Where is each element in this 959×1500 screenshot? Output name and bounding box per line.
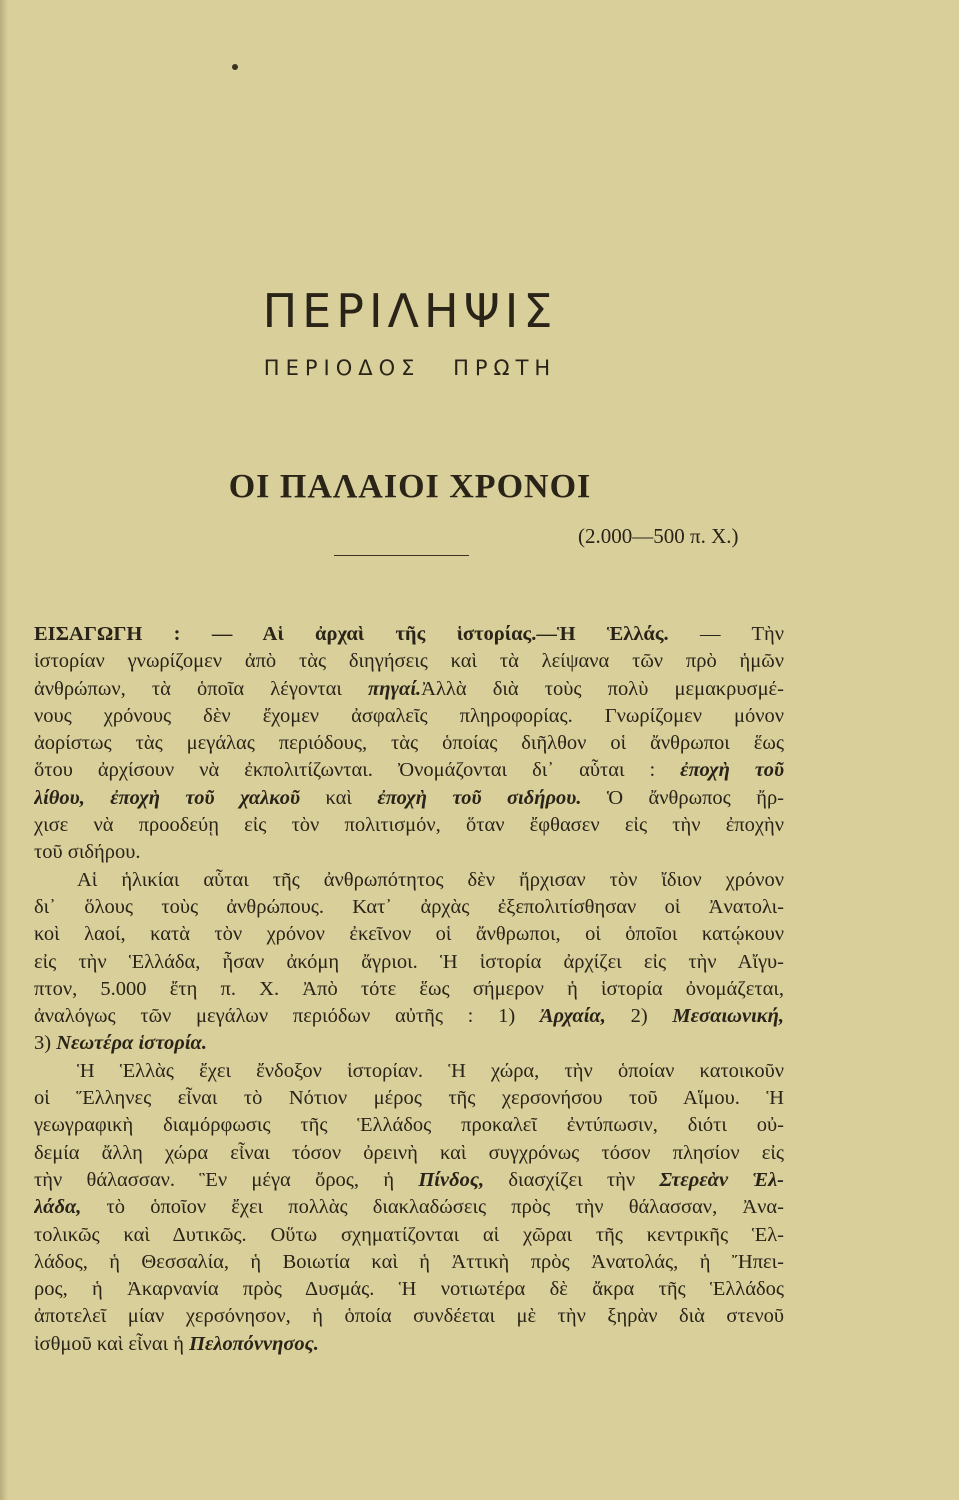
text-segment: πτον, 5.000 ἔτη π. Χ. Ἀπὸ τότε ἕως σήμερον ἡ ἱστορία ὀνομάζεται, [34,977,784,1000]
text-segment: τὸ ὁποῖον ἔχει πολλὰς διακλαδώσεις πρὸς τὴν θάλασσαν, Ἀνα- [81,1196,784,1219]
emphasis-text: ἐποχὴ τοῦ σιδήρου. [377,786,582,809]
text-segment: — Τὴν [668,623,784,645]
emphasis-text: Μεσαιωνική, [672,1005,784,1028]
text-segment: γεωγραφικὴ διαμόρφωσις τῆς Ἑλλάδος προκαλεῖ ἐντύπωσιν, διότι οὐ- [34,1114,784,1137]
text-segment: λάδος, ἡ Θεσσαλία, ἡ Βοιωτία καὶ ἡ Ἀττικὴ πρὸς Ἀνατολάς, ἡ Ἤπει- [34,1250,784,1273]
text-line [34,676,784,703]
text-line [34,1058,784,1085]
text-line [34,648,784,675]
divider-rule [334,555,469,556]
text-line [34,1249,784,1276]
emphasis-text: πηγαί. [368,677,422,700]
emphasis-text: Στερεὰν Ἑλ- [659,1168,784,1191]
text-line [34,1167,784,1194]
text-segment: νους χρόνους δὲν ἔχομεν ἀσφαλεῖς πληροφορίας. Γνωρίζομεν μόνον [34,704,784,727]
text-segment: δεμία ἄλλη χώρα εἶναι τόσον ὀρεινὴ καὶ συγχρόνως τόσον πλησίον εἰς [34,1141,784,1164]
emphasis-text: Νεωτέρα ἱστορία. [56,1032,208,1055]
text-line [34,894,784,921]
text-line [34,812,784,839]
text-segment: ἀποτελεῖ μίαν χερσόνησον, ἡ ὁποία συνδέεται μὲ τὴν ξηρὰν διὰ στενοῦ [34,1305,784,1328]
text-segment: τοῦ σιδήρου. [34,841,141,864]
text-line [34,867,784,894]
text-segment: ἀναλόγως τῶν μεγάλων περιόδων αὐτῆς : 1) [34,1005,540,1028]
text-line [34,1030,784,1057]
text-line [34,621,784,648]
text-segment: τολικῶς καὶ Δυτικῶς. Οὕτω σχηματίζονται αἱ χῶραι τῆς κεντρικῆς Ἑλ- [34,1223,784,1246]
date-range: (2.000—500 π. Χ.) [578,524,739,548]
text-line [34,921,784,948]
page-title: ΠΕΡΙΛΗΨΙΣ [262,284,558,338]
text-segment: διασχίζει τὴν [484,1168,660,1191]
text-segment: Ὁ ἄνθρωπος ἤρ- [581,786,784,809]
emphasis-text: Πίνδος, [418,1168,485,1191]
text-line [34,1222,784,1249]
emphasis-text: Πελοπόννησος. [189,1332,319,1355]
text-line [34,1331,784,1358]
text-segment: δι᾽ ὅλους τοὺς ἀνθρώπους. Κατ᾽ ἀρχὰς ἐξεπολιτίσθησαν οἱ Ἀνατολι- [34,895,784,918]
text-segment: ὅτου ἀρχίσουν νὰ ἐκπολιτίζωνται. Ὀνομάζονται δι᾽ αὗται : [34,759,681,782]
emphasis-text: λάδα, [34,1196,82,1219]
emphasis-text: ἐποχὴ τοῦ [680,759,784,782]
text-line [34,730,784,757]
text-segment: κοὶ λαοί, κατὰ τὸν χρόνον ἐκεῖνον οἱ ἄνθρωποι, οἱ ὁποῖοι κατῴκουν [34,923,784,946]
text-segment: Αἱ ἡλικίαι αὗται τῆς ἀνθρωπότητος δὲν ἤρχισαν τὸν ἴδιον χρόνον [77,868,784,891]
text-segment: Ἀλλὰ διὰ τοὺς πολὺ μεμακρυσμέ- [421,677,784,700]
text-segment: Ἡ Ἑλλὰς ἔχει ἔνδοξον ἱστορίαν. Ἡ χώρα, τὴν ὁποίαν κατοικοῦν [77,1059,784,1082]
text-line [34,976,784,1003]
body-text [34,621,784,1358]
text-line [34,703,784,730]
emphasis-text: Ἀρχαία, [539,1005,606,1028]
text-line [34,1085,784,1112]
text-segment: ἱστορίαν γνωρίζομεν ἀπὸ τὰς διηγήσεις καὶ τὰ λείψανα τῶν πρὸ ἡμῶν [34,650,784,673]
text-segment: ἀορίστως τὰς μεγάλας περιόδους, τὰς ὁποίας διῆλθον οἱ ἄνθρωποι ἕως [34,732,784,755]
text-line [34,1194,784,1221]
period-subtitle: ΠΕΡΙΟΔΟΣ ΠΡΩΤΗ [263,356,557,380]
text-line [34,1276,784,1303]
text-segment: καὶ [300,786,378,809]
text-line [34,1140,784,1167]
text-line [34,839,784,866]
chapter-heading: ΟΙ ΠΑΛΑΙΟΙ ΧΡΟΝΟΙ [228,468,592,505]
bold-text: ΕΙΣΑΓΩΓΗ : — Αἱ ἀρχαὶ τῆς ἱστορίας.—Ἡ Ἑλλάς. [34,623,669,645]
text-line [34,1303,784,1330]
text-line [34,1112,784,1139]
emphasis-text: λίθου, ἐποχὴ τοῦ χαλκοῦ [34,786,301,809]
text-segment: 2) [605,1005,673,1028]
text-segment: ἀνθρώπων, τὰ ὁποῖα λέγονται [34,677,369,700]
ink-dot [232,64,238,70]
text-segment: οἱ Ἕλληνες εἶναι τὸ Νότιον μέρος τῆς χερσονήσου τοῦ Αἵμου. Ἡ [34,1087,784,1110]
text-segment: εἰς τὴν Ἑλλάδα, ἦσαν ἀκόμη ἄγριοι. Ἡ ἱστορία ἀρχίζει εἰς τὴν Αἴγυ- [34,950,784,973]
page-binding-edge [0,0,8,1500]
text-segment: χισε νὰ προοδεύῃ εἰς τὸν πολιτισμόν, ὅταν ἔφθασεν εἰς τὴν ἐποχὴν [34,814,784,837]
text-segment: 3) [34,1032,57,1055]
text-line [34,1003,784,1030]
text-segment: ἰσθμοῦ καὶ εἶναι ἡ [34,1332,190,1355]
text-segment: τὴν θάλασσαν. Ἓν μέγα ὄρος, ἡ [34,1168,419,1191]
text-line [34,785,784,812]
text-line [34,949,784,976]
text-line [34,757,784,784]
text-segment: ρος, ἡ Ἀκαρνανία πρὸς Δυσμάς. Ἡ νοτιωτέρα δὲ ἄκρα τῆς Ἑλλάδος [34,1278,784,1301]
